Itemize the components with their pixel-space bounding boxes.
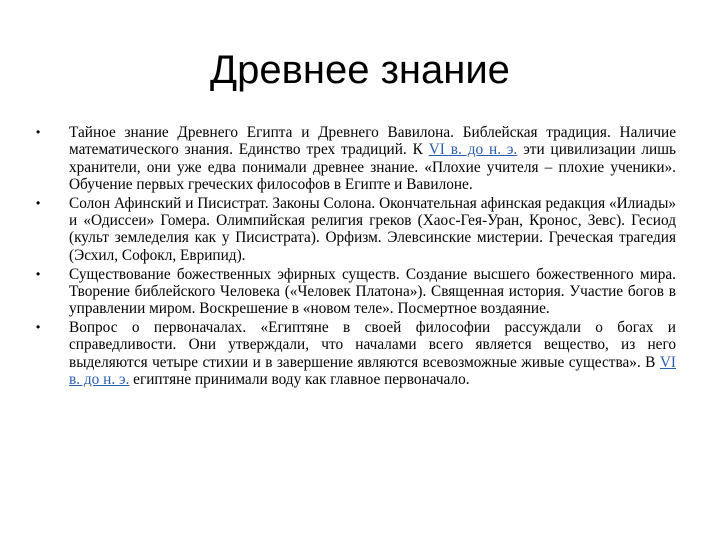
bullet-text: Солон Афинский и Писистрат. Законы Солона. Окончательная афинская редакция «Илиады» и «Одиссеи» Гомера. Олимпийская религия греков (Хаос-Гея-Уран, Кронос, Зевс). Гесиод (культ земледелия как у Писистрата). Орфизм. Элевсинские мистерии. Греческая трагедия (Эсхил, Софокл, Еврипид). bbox=[69, 194, 676, 264]
bullet-marker: • bbox=[36, 320, 41, 335]
text-segment: Вопрос о первоначалах. «Египтяне в своей философии рассуждали о богах и справедливости. Они утверждали, что началами всего является вещество, из него выделяются четыре стихии и в завершение являются всевозможные живые существа». В bbox=[69, 319, 676, 371]
bullet-item bbox=[36, 266, 676, 318]
slide-title: Древнее знание bbox=[210, 48, 510, 92]
bullet-marker: • bbox=[36, 195, 41, 210]
text-segment: египтяне принимали воду как главное первоначало. bbox=[129, 370, 470, 388]
bullet-text bbox=[69, 319, 676, 388]
bullet-marker: • bbox=[36, 266, 41, 281]
bullet-list bbox=[36, 124, 676, 390]
date-link[interactable]: VI в. до н. э. bbox=[69, 353, 676, 388]
text-segment: эти цивилизации лишь хранители, они уже едва понимали древнее знание. «Плохие учителя – плохие ученики». Обучение первых греческих философов в Египте и Вавилоне. bbox=[69, 141, 676, 193]
date-link[interactable]: VI в. до н. э. bbox=[428, 141, 518, 159]
bullet-marker: • bbox=[36, 125, 41, 139]
text-segment: Тайное знание Древнего Египта и Древнего Вавилона. Библейская традиция. Наличие математического знания. Единство трех традиций. К bbox=[69, 124, 676, 159]
bullet-item bbox=[36, 124, 676, 193]
bullet-text: Существование божественных эфирных существ. Создание высшего божественного мира. Творение библейского Человека («Человек Платона»). Священная история. Участие богов в управлении миром. Воскрешение в «новом теле». Посмертное воздаяние. bbox=[69, 265, 676, 318]
bullet-item bbox=[36, 319, 676, 388]
bullet-text bbox=[69, 124, 676, 193]
bullet-item bbox=[36, 195, 676, 264]
